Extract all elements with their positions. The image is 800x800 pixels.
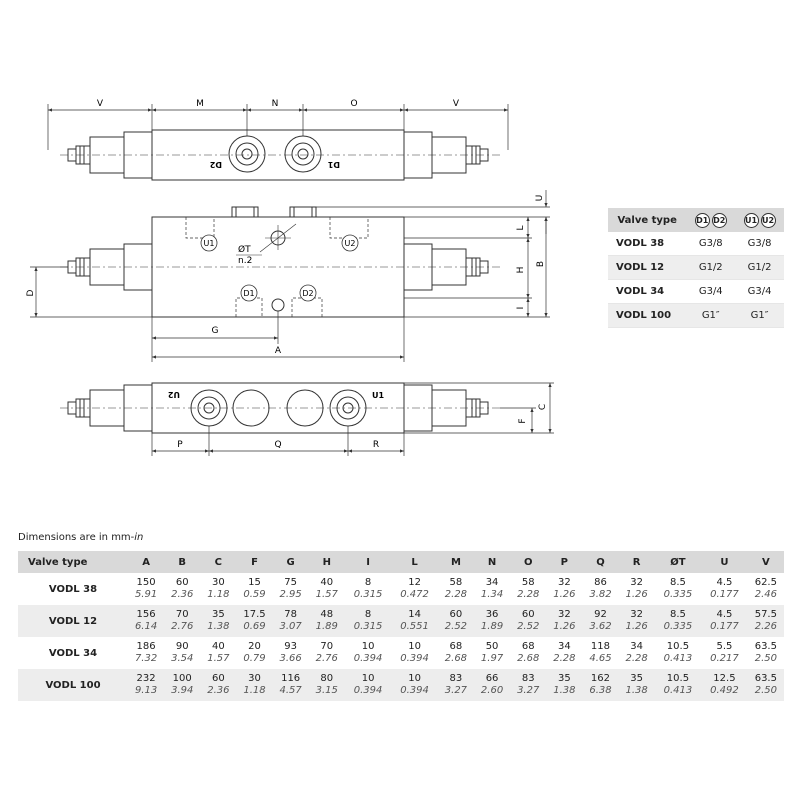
dim-value-cell xyxy=(128,605,164,637)
dim-value-mm: 10 xyxy=(408,673,421,684)
dim-header-col: P xyxy=(546,551,582,573)
dim-value-in: 0.79 xyxy=(243,653,266,664)
dim-value-cell xyxy=(200,573,236,605)
dim-value-cell xyxy=(128,669,164,701)
port-thread-table xyxy=(608,208,784,328)
dim-value-cell xyxy=(510,573,546,605)
dim-value-in: 2.46 xyxy=(754,589,777,600)
dim-value-in: 2.68 xyxy=(517,653,540,664)
dim-label-v-left: V xyxy=(96,99,104,109)
dim-value-in: 2.28 xyxy=(517,589,540,600)
dim-value-in: 1.18 xyxy=(207,589,230,600)
dim-value-in: 0.59 xyxy=(243,589,266,600)
dim-header-col: H xyxy=(309,551,345,573)
dim-value-mm: 75 xyxy=(284,577,297,588)
dim-value-cell xyxy=(438,573,474,605)
dim-value-mm: 118 xyxy=(590,641,611,652)
dim-value-cell xyxy=(391,669,438,701)
dim-value-in: 2.76 xyxy=(315,653,338,664)
dim-value-mm: 70 xyxy=(320,641,334,652)
dim-value-cell xyxy=(701,605,748,637)
dim-value-cell xyxy=(546,669,582,701)
marker-label-d1: D1 xyxy=(243,289,255,298)
dim-table-row xyxy=(18,573,784,605)
dim-value-cell xyxy=(582,637,618,669)
dim-value-cell xyxy=(345,669,392,701)
dim-value-mm: 232 xyxy=(136,673,156,684)
ot-label: ØT xyxy=(238,245,251,255)
dim-label-q: Q xyxy=(274,440,282,450)
dim-type-cell: VODL 12 xyxy=(18,605,128,637)
dim-value-cell xyxy=(748,637,784,669)
port-type-cell: VODL 100 xyxy=(608,304,686,328)
port-u-cell: G1/2 xyxy=(735,256,784,280)
dim-value-cell xyxy=(582,573,618,605)
dim-value-cell xyxy=(546,637,582,669)
dim-value-mm: 4.5 xyxy=(716,609,733,620)
dim-value-mm: 93 xyxy=(284,641,297,652)
dim-value-mm: 8 xyxy=(364,577,372,588)
dim-value-mm: 32 xyxy=(557,577,571,588)
dim-label-a: A xyxy=(274,346,282,356)
dim-value-cell xyxy=(236,573,272,605)
dim-value-cell xyxy=(474,637,510,669)
dim-value-in: 3.27 xyxy=(444,685,468,696)
dim-value-cell xyxy=(748,605,784,637)
dim-label-u: U xyxy=(535,194,545,202)
dim-value-mm: 35 xyxy=(630,673,643,684)
dim-value-cell xyxy=(164,669,200,701)
dim-value-cell xyxy=(655,605,702,637)
caption-unit: in xyxy=(134,532,144,543)
dim-value-in: 0.551 xyxy=(400,621,429,632)
top-label-d2: D2 xyxy=(209,160,222,169)
dim-value-in: 3.66 xyxy=(279,653,302,664)
dim-value-cell xyxy=(619,605,655,637)
dim-value-cell xyxy=(345,605,392,637)
dim-value-mm: 34 xyxy=(630,641,643,652)
dim-value-cell xyxy=(510,605,546,637)
dim-value-in: 4.65 xyxy=(589,653,612,664)
dim-value-in: 1.34 xyxy=(480,589,504,600)
circle-d2: D2 xyxy=(712,213,727,228)
port-u-cell: G1″ xyxy=(735,304,784,328)
dim-value-mm: 12.5 xyxy=(713,673,736,684)
dim-value-cell xyxy=(474,573,510,605)
dim-value-in: 3.54 xyxy=(171,653,194,664)
circle-d1: D1 xyxy=(695,213,710,228)
dim-value-in: 0.335 xyxy=(663,589,693,600)
dim-value-mm: 8 xyxy=(364,609,372,620)
dim-value-mm: 186 xyxy=(136,641,156,652)
dim-value-cell xyxy=(748,669,784,701)
dim-value-in: 0.394 xyxy=(353,685,383,696)
dim-value-mm: 36 xyxy=(485,609,499,620)
dim-value-cell xyxy=(236,637,272,669)
dim-value-in: 1.26 xyxy=(625,589,648,600)
dim-value-cell xyxy=(164,637,200,669)
dim-value-mm: 63.5 xyxy=(754,673,777,684)
dim-table-row xyxy=(18,605,784,637)
dim-value-mm: 63.5 xyxy=(754,641,777,652)
dim-value-mm: 32 xyxy=(630,577,643,588)
dim-value-in: 2.68 xyxy=(444,653,468,664)
top-label-d1: D1 xyxy=(327,160,340,169)
dim-value-cell xyxy=(164,573,200,605)
dim-value-mm: 68 xyxy=(521,641,535,652)
dim-value-mm: 8.5 xyxy=(669,609,686,620)
port-table-row xyxy=(608,280,784,304)
dim-value-in: 1.57 xyxy=(207,653,230,664)
dim-value-mm: 60 xyxy=(175,577,189,588)
dim-label-g: G xyxy=(211,326,219,336)
dim-value-cell xyxy=(701,573,748,605)
dim-value-mm: 17.5 xyxy=(243,609,266,620)
dim-header-col: F xyxy=(236,551,272,573)
dim-value-cell xyxy=(546,605,582,637)
dim-value-mm: 20 xyxy=(248,641,261,652)
dim-value-mm: 40 xyxy=(320,577,334,588)
port-table-row xyxy=(608,256,784,280)
dim-value-in: 2.95 xyxy=(279,589,302,600)
dim-label-l: L xyxy=(516,225,526,231)
dim-value-in: 1.26 xyxy=(553,621,576,632)
dim-value-mm: 50 xyxy=(485,641,499,652)
dim-header-col: O xyxy=(510,551,546,573)
dim-value-cell xyxy=(655,669,702,701)
dim-value-cell xyxy=(701,637,748,669)
dim-value-cell xyxy=(309,605,345,637)
dim-value-cell xyxy=(273,669,309,701)
dim-value-mm: 156 xyxy=(136,609,156,620)
dim-value-mm: 90 xyxy=(175,641,189,652)
dim-type-cell: VODL 34 xyxy=(18,637,128,669)
port-table-row xyxy=(608,304,784,328)
port-u-cell: G3/4 xyxy=(735,280,784,304)
dim-header-col: C xyxy=(200,551,236,573)
dim-header-col: U xyxy=(701,551,748,573)
dim-value-mm: 66 xyxy=(485,673,499,684)
dim-value-cell xyxy=(619,573,655,605)
dim-header-col: B xyxy=(164,551,200,573)
port-table-header-d xyxy=(686,208,735,232)
dim-label-p: P xyxy=(177,440,183,450)
dim-value-in: 0.394 xyxy=(400,685,429,696)
dim-value-in: 7.32 xyxy=(134,653,158,664)
dim-value-in: 0.413 xyxy=(663,685,693,696)
port-table-header-type: Valve type xyxy=(608,208,686,232)
dim-value-mm: 60 xyxy=(521,609,535,620)
dim-label-c: C xyxy=(538,403,548,411)
dim-value-in: 3.15 xyxy=(315,685,338,696)
dim-value-in: 0.335 xyxy=(663,621,693,632)
dim-value-in: 0.394 xyxy=(353,653,383,664)
dim-value-cell xyxy=(345,637,392,669)
dim-header-col: M xyxy=(438,551,474,573)
dim-label-b: B xyxy=(536,260,546,268)
port-table-row xyxy=(608,232,784,256)
dim-value-in: 1.57 xyxy=(315,589,338,600)
dim-value-cell xyxy=(582,605,618,637)
dim-value-mm: 100 xyxy=(172,673,192,684)
dim-value-cell xyxy=(273,573,309,605)
dim-table-row xyxy=(18,637,784,669)
dim-value-in: 1.97 xyxy=(480,653,504,664)
dim-label-i: I xyxy=(516,306,526,310)
dim-value-cell xyxy=(474,605,510,637)
port-d-cell: G1″ xyxy=(686,304,735,328)
dim-value-cell xyxy=(128,573,164,605)
dim-value-mm: 80 xyxy=(320,673,334,684)
dim-value-in: 2.52 xyxy=(444,621,468,632)
dim-value-mm: 40 xyxy=(211,641,225,652)
dim-value-mm: 92 xyxy=(594,609,607,620)
dim-value-cell xyxy=(273,605,309,637)
dim-value-mm: 68 xyxy=(449,641,463,652)
dimensions-table xyxy=(18,551,784,701)
port-d-cell: G3/4 xyxy=(686,280,735,304)
dim-value-cell xyxy=(510,669,546,701)
ot-sub-label: n.2 xyxy=(238,256,253,266)
dim-value-mm: 8.5 xyxy=(669,577,686,588)
dim-value-in: 2.52 xyxy=(517,621,540,632)
port-table-header-u xyxy=(735,208,784,232)
port-type-cell: VODL 38 xyxy=(608,232,686,256)
bottom-label-u1: U1 xyxy=(372,391,385,400)
dim-table-row xyxy=(18,669,784,701)
dim-value-in: 2.26 xyxy=(754,621,777,632)
dim-header-col: A xyxy=(128,551,164,573)
dim-value-cell xyxy=(391,573,438,605)
dim-value-mm: 62.5 xyxy=(754,577,777,588)
dim-value-cell xyxy=(128,637,164,669)
dim-value-in: 2.28 xyxy=(625,653,648,664)
dim-value-mm: 150 xyxy=(136,577,156,588)
dim-value-cell xyxy=(309,669,345,701)
dim-value-mm: 48 xyxy=(320,609,334,620)
dim-value-in: 0.69 xyxy=(243,621,266,632)
dim-value-cell xyxy=(236,669,272,701)
dim-value-in: 2.50 xyxy=(754,685,777,696)
dim-value-mm: 83 xyxy=(521,673,535,684)
dim-value-mm: 32 xyxy=(630,609,643,620)
dim-value-cell xyxy=(164,605,200,637)
dim-value-mm: 57.5 xyxy=(754,609,777,620)
dim-value-in: 6.38 xyxy=(589,685,612,696)
dim-value-mm: 15 xyxy=(248,577,261,588)
dim-value-cell xyxy=(391,637,438,669)
dim-header-col: V xyxy=(748,551,784,573)
dimensions-table-header xyxy=(18,551,784,573)
dim-value-cell xyxy=(391,605,438,637)
dim-value-mm: 34 xyxy=(485,577,499,588)
dim-value-in: 3.27 xyxy=(517,685,540,696)
dim-value-mm: 5.5 xyxy=(716,641,733,652)
dim-value-in: 9.13 xyxy=(134,685,158,696)
dim-label-n: N xyxy=(271,99,279,109)
dim-value-cell xyxy=(345,573,392,605)
dim-value-in: 4.57 xyxy=(279,685,302,696)
port-d-cell: G3/8 xyxy=(686,232,735,256)
dim-value-in: 0.315 xyxy=(353,621,383,632)
dim-value-cell xyxy=(200,637,236,669)
dim-value-in: 1.38 xyxy=(625,685,648,696)
dim-header-col: G xyxy=(273,551,309,573)
dim-value-in: 0.472 xyxy=(400,589,429,600)
dim-value-mm: 10 xyxy=(361,673,375,684)
dim-value-cell xyxy=(619,637,655,669)
dim-label-o: O xyxy=(350,99,358,109)
dim-value-cell xyxy=(619,669,655,701)
dim-value-mm: 10 xyxy=(361,641,375,652)
dim-value-mm: 60 xyxy=(211,673,225,684)
dim-value-cell xyxy=(273,637,309,669)
dim-value-in: 1.38 xyxy=(553,685,576,696)
dim-value-mm: 58 xyxy=(521,577,535,588)
dim-value-in: 1.26 xyxy=(553,589,576,600)
dim-value-in: 6.14 xyxy=(134,621,158,632)
circle-u1: U1 xyxy=(744,213,759,228)
port-type-cell: VODL 34 xyxy=(608,280,686,304)
dim-value-mm: 4.5 xyxy=(716,577,733,588)
dim-value-mm: 35 xyxy=(211,609,225,620)
dim-value-in: 3.94 xyxy=(171,685,194,696)
dim-value-in: 0.413 xyxy=(663,653,693,664)
marker-label-u1: U1 xyxy=(203,239,215,248)
bottom-view xyxy=(60,383,500,433)
dim-value-mm: 70 xyxy=(175,609,189,620)
dim-value-cell xyxy=(309,573,345,605)
dim-value-cell xyxy=(474,669,510,701)
top-view xyxy=(60,130,500,180)
dim-value-in: 3.62 xyxy=(589,621,612,632)
dim-value-in: 5.91 xyxy=(134,589,158,600)
dim-value-mm: 10 xyxy=(408,641,421,652)
dim-label-r: R xyxy=(372,440,380,450)
dim-value-in: 0.177 xyxy=(710,589,739,600)
dim-header-col: R xyxy=(619,551,655,573)
port-u-cell: G3/8 xyxy=(735,232,784,256)
dim-header-col: L xyxy=(391,551,438,573)
dim-value-in: 2.50 xyxy=(754,653,777,664)
dim-value-in: 1.26 xyxy=(625,621,648,632)
dim-value-mm: 78 xyxy=(284,609,297,620)
dim-value-cell xyxy=(701,669,748,701)
dim-value-in: 3.07 xyxy=(279,621,302,632)
dim-value-mm: 58 xyxy=(449,577,463,588)
dim-label-f: F xyxy=(518,418,528,424)
port-type-cell: VODL 12 xyxy=(608,256,686,280)
dim-value-mm: 30 xyxy=(248,673,261,684)
dim-value-in: 0.394 xyxy=(400,653,429,664)
dim-value-mm: 14 xyxy=(408,609,421,620)
dim-value-in: 0.217 xyxy=(710,653,739,664)
port-table-header xyxy=(608,208,784,232)
dim-value-cell xyxy=(655,637,702,669)
dim-value-mm: 32 xyxy=(557,609,571,620)
dim-value-cell xyxy=(655,573,702,605)
dim-value-in: 2.76 xyxy=(171,621,194,632)
dim-value-in: 1.18 xyxy=(243,685,266,696)
dim-type-cell: VODL 38 xyxy=(18,573,128,605)
dim-value-in: 0.315 xyxy=(353,589,383,600)
dim-value-cell xyxy=(236,605,272,637)
dim-value-mm: 60 xyxy=(449,609,463,620)
front-view xyxy=(60,207,500,317)
marker-label-d2: D2 xyxy=(302,289,314,298)
dim-label-v-right: V xyxy=(452,99,460,109)
dim-value-cell xyxy=(200,669,236,701)
dim-value-in: 1.89 xyxy=(480,621,504,632)
circle-u2: U2 xyxy=(761,213,776,228)
dim-value-mm: 83 xyxy=(449,673,463,684)
caption-prefix: Dimensions are in mm- xyxy=(18,532,135,543)
dim-value-cell xyxy=(748,573,784,605)
dim-value-mm: 116 xyxy=(281,673,301,684)
dim-value-cell xyxy=(438,605,474,637)
dim-value-mm: 35 xyxy=(557,673,571,684)
dim-value-in: 2.28 xyxy=(553,653,576,664)
marker-label-u2: U2 xyxy=(344,239,356,248)
dim-value-in: 2.60 xyxy=(480,685,504,696)
dim-value-cell xyxy=(200,605,236,637)
dim-value-in: 0.177 xyxy=(710,621,739,632)
dim-value-cell xyxy=(438,669,474,701)
port-d-cell: G1/2 xyxy=(686,256,735,280)
dim-value-mm: 10.5 xyxy=(666,673,690,684)
dim-header-col: Q xyxy=(582,551,618,573)
dim-value-mm: 34 xyxy=(557,641,571,652)
dim-value-cell xyxy=(438,637,474,669)
dim-value-in: 1.38 xyxy=(207,621,230,632)
dim-value-mm: 86 xyxy=(594,577,607,588)
dim-value-cell xyxy=(510,637,546,669)
dim-value-cell xyxy=(546,573,582,605)
dim-type-cell: VODL 100 xyxy=(18,669,128,701)
dim-header-col: N xyxy=(474,551,510,573)
dim-value-mm: 30 xyxy=(211,577,225,588)
dim-value-cell xyxy=(309,637,345,669)
dim-value-mm: 162 xyxy=(590,673,611,684)
dim-value-in: 2.36 xyxy=(207,685,230,696)
dim-label-m: M xyxy=(196,99,204,109)
dimensions-caption xyxy=(18,532,143,543)
dim-label-d: D xyxy=(26,289,36,297)
dim-value-in: 2.36 xyxy=(171,589,194,600)
bottom-label-u2: U2 xyxy=(167,390,180,399)
dim-value-mm: 10.5 xyxy=(666,641,690,652)
dim-header-type: Valve type xyxy=(18,551,128,573)
dim-label-h: H xyxy=(516,266,526,274)
dim-value-in: 2.28 xyxy=(444,589,468,600)
dim-value-in: 1.89 xyxy=(315,621,338,632)
dim-header-col: I xyxy=(345,551,392,573)
dim-value-in: 0.492 xyxy=(710,685,739,696)
dim-header-col: ØT xyxy=(655,551,702,573)
dim-value-mm: 12 xyxy=(408,577,421,588)
dim-value-cell xyxy=(582,669,618,701)
dim-value-in: 3.82 xyxy=(589,589,612,600)
